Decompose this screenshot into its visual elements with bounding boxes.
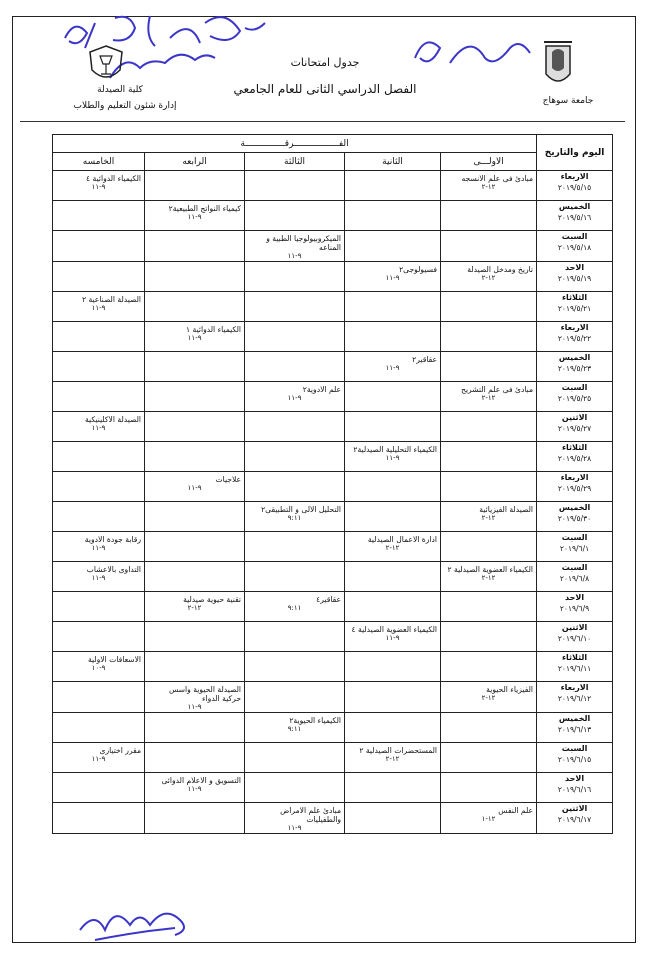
table-row [53, 773, 613, 803]
exam-cell [145, 262, 245, 292]
course-name: التسويق و الاعلام الدوائى [161, 776, 242, 785]
exam-time: ١٢-٢ [481, 514, 496, 522]
day-date-cell [537, 622, 613, 652]
table-row [53, 713, 613, 743]
day-name: الاثنين [561, 413, 588, 422]
table-row [53, 532, 613, 562]
day-date-cell [537, 592, 613, 622]
course-name: علم الادوية٢ [302, 385, 342, 394]
day-date-cell [537, 292, 613, 322]
table-row [53, 262, 613, 292]
exam-date: ٢٠١٩/٦/١٢ [557, 694, 592, 703]
course-name: مقرر اختيارى [99, 746, 142, 755]
exam-cell [53, 682, 145, 713]
exam-time: ٩-١١ [91, 304, 106, 312]
course-name: الصيدلة الاكلينيكية [84, 415, 142, 424]
exam-cell [245, 743, 345, 773]
exam-cell [441, 713, 537, 743]
faculty-name: كلية الصيدلة [97, 85, 143, 95]
course-name: الميكروبيولوجيا الطبية و المناعه [266, 234, 342, 252]
exam-cell [345, 171, 441, 201]
day-date-cell [537, 412, 613, 442]
exam-time: ٩-١١ [287, 252, 302, 260]
day-name: الاثنين [561, 804, 588, 813]
day-date-cell [537, 502, 613, 532]
exam-date: ٢٠١٩/٥/٢٢ [557, 334, 592, 343]
exam-date: ٢٠١٩/٦/١٥ [557, 755, 592, 764]
exam-cell [245, 532, 345, 562]
course-name: التحليل الالى و التطبيقى٢ [261, 505, 342, 514]
exam-cell [345, 231, 441, 262]
exam-cell [53, 472, 145, 502]
exam-cell [145, 322, 245, 352]
day-date-cell [537, 532, 613, 562]
exam-time: ١٢-٢ [481, 574, 496, 582]
table-row [53, 292, 613, 322]
day-date-cell [537, 262, 613, 292]
exam-cell [145, 171, 245, 201]
exam-date: ٢٠١٩/٥/١٥ [557, 183, 592, 192]
exam-time: ٩-١١ [187, 334, 202, 342]
exam-cell [145, 652, 245, 682]
day-name: السبت [561, 563, 588, 572]
course-name: ادارة الاعمال الصيدلية [367, 535, 438, 544]
exam-cell [245, 412, 345, 442]
exam-cell [53, 201, 145, 231]
day-date-cell [537, 201, 613, 231]
exam-cell [145, 773, 245, 803]
day-date-cell [537, 171, 613, 201]
exam-cell [345, 502, 441, 532]
faculty-logo-icon [88, 44, 124, 84]
day-name: الاربعاء [560, 683, 589, 692]
exam-cell [245, 773, 345, 803]
table-row [53, 592, 613, 622]
course-name: الاسعافات الاولية [87, 655, 142, 664]
day-name: الثلاثاء [561, 653, 588, 662]
exam-cell [245, 352, 345, 382]
day-date-cell [537, 382, 613, 412]
exam-cell [441, 442, 537, 472]
exam-cell [53, 502, 145, 532]
exam-cell [145, 592, 245, 622]
table-row [53, 743, 613, 773]
exam-cell [53, 412, 145, 442]
day-name: الخميس [558, 353, 591, 362]
day-name: الثلاثاء [561, 443, 588, 452]
table-row [53, 562, 613, 592]
semester-subtitle: الفصل الدراسي الثانى للعام الجامعي [233, 82, 417, 96]
exam-cell [441, 743, 537, 773]
course-name: الكيمياء التحليلية الصيدلية٢ [353, 445, 438, 454]
exam-cell [53, 773, 145, 803]
course-name: التداوى بالاعشاب [86, 565, 142, 574]
table-row [53, 231, 613, 262]
exam-date: ٢٠١٩/٦/٩ [559, 604, 590, 613]
exam-cell [345, 262, 441, 292]
exam-cell [441, 622, 537, 652]
exam-cell [441, 231, 537, 262]
exam-time: ٩-١١ [91, 424, 106, 432]
day-name: الخميس [558, 503, 591, 512]
course-name: عقاقير٤ [316, 595, 342, 604]
day-date-cell [537, 231, 613, 262]
exam-cell [441, 532, 537, 562]
level-header: الثانية [345, 153, 441, 171]
day-name: الاحد [565, 263, 585, 272]
exam-cell [145, 382, 245, 412]
day-date-cell [537, 322, 613, 352]
exam-cell [441, 803, 537, 834]
exam-time: ٩:١١ [287, 514, 302, 522]
exam-cell [345, 713, 441, 743]
exam-date: ٢٠١٩/٥/١٩ [557, 274, 592, 283]
day-name: السبت [561, 744, 588, 753]
exam-date: ٢٠١٩/٦/١١ [557, 664, 592, 673]
exam-date: ٢٠١٩/٥/٢٩ [557, 484, 592, 493]
exam-cell [345, 442, 441, 472]
table-row [53, 442, 613, 472]
exam-cell [245, 382, 345, 412]
exam-cell [345, 352, 441, 382]
course-name: الفيزياء الحيوية [486, 685, 534, 694]
day-name: السبت [561, 383, 588, 392]
exam-cell [245, 682, 345, 713]
exam-time: ١٢-٢ [481, 394, 496, 402]
exam-cell [245, 622, 345, 652]
exam-cell [345, 532, 441, 562]
handwritten-signature-top [410, 28, 540, 73]
exam-cell [145, 472, 245, 502]
table-row [53, 682, 613, 713]
course-name: كيمياء النواتج الطبيعية٢ [168, 204, 242, 213]
day-name: الخميس [558, 714, 591, 723]
day-name: الاحد [565, 593, 585, 602]
exam-cell [53, 532, 145, 562]
exam-cell [145, 743, 245, 773]
day-name: الاثنين [561, 623, 588, 632]
day-date-cell [537, 682, 613, 713]
day-name: الاربعاء [560, 473, 589, 482]
table-row [53, 201, 613, 231]
exam-cell [53, 713, 145, 743]
exam-time: ٩-١١ [91, 183, 106, 191]
exam-cell [245, 231, 345, 262]
exam-cell [53, 592, 145, 622]
exam-time: ١٢-٢ [385, 544, 400, 552]
exam-date: ٢٠١٩/٥/٢١ [557, 304, 592, 313]
day-date-cell [537, 442, 613, 472]
day-name: الثلاثاء [561, 293, 588, 302]
exam-cell [245, 201, 345, 231]
exam-cell [345, 592, 441, 622]
exam-cell [345, 803, 441, 834]
exam-cell [441, 502, 537, 532]
schedule-title: جدول امتحانات [290, 56, 360, 69]
exam-cell [345, 562, 441, 592]
exam-date: ٢٠١٩/٥/٣٠ [557, 514, 592, 523]
level-header: الاولـــى [441, 153, 537, 171]
exam-time: ٩-١١ [385, 364, 400, 372]
exam-date: ٢٠١٩/٥/٢٧ [557, 424, 592, 433]
day-column-header: اليوم والتاريخ [537, 135, 613, 171]
day-date-cell [537, 803, 613, 834]
exam-cell [53, 622, 145, 652]
exam-time: ١٢-١ [481, 815, 496, 823]
exam-date: ٢٠١٩/٦/١٣ [557, 725, 592, 734]
table-row [53, 652, 613, 682]
day-date-cell [537, 562, 613, 592]
exam-cell [145, 292, 245, 322]
exam-cell [145, 352, 245, 382]
exam-time: ١٢-٢ [187, 604, 202, 612]
exam-cell [441, 562, 537, 592]
exam-time: ٩-١١ [287, 824, 302, 832]
university-logo-icon [540, 40, 576, 92]
exam-time: ٩-١١ [187, 484, 202, 492]
course-name: تاريخ ومدخل الصيدلة [467, 265, 534, 274]
university-name: جامعة سوهاج [542, 96, 594, 106]
day-name: الاربعاء [560, 323, 589, 332]
exam-cell [441, 682, 537, 713]
exam-cell [53, 322, 145, 352]
exam-cell [53, 352, 145, 382]
exam-cell [441, 171, 537, 201]
exam-time: ٩-١١ [287, 394, 302, 402]
exam-time: ٩-١١ [385, 454, 400, 462]
exam-cell [145, 622, 245, 652]
exam-cell [53, 803, 145, 834]
exam-cell [441, 652, 537, 682]
exam-cell [345, 773, 441, 803]
exam-time: ١٢-٢ [481, 694, 496, 702]
exam-cell [53, 382, 145, 412]
exam-date: ٢٠١٩/٥/٢٥ [557, 394, 592, 403]
exam-time: ٩-١١ [187, 785, 202, 793]
exam-cell [345, 652, 441, 682]
exam-cell [53, 171, 145, 201]
exam-date: ٢٠١٩/٦/١٠ [557, 634, 592, 643]
exam-cell [345, 472, 441, 502]
course-name: مبادئ فى علم الانسجه [461, 174, 534, 183]
table-row [53, 472, 613, 502]
exam-time: ٩-١١ [385, 274, 400, 282]
exam-cell [345, 622, 441, 652]
day-date-cell [537, 713, 613, 743]
exam-cell [145, 502, 245, 532]
level-header: الثالثة [245, 153, 345, 171]
exam-cell [345, 382, 441, 412]
exam-time: ١٢-٢ [481, 183, 496, 191]
exam-cell [441, 292, 537, 322]
exam-cell [441, 472, 537, 502]
day-date-cell [537, 472, 613, 502]
exam-cell [245, 322, 345, 352]
exam-time: ٩-١١ [187, 703, 202, 711]
exam-cell [145, 713, 245, 743]
course-name: الكيمياء الحيوية٢ [289, 716, 342, 725]
exam-cell [53, 562, 145, 592]
day-date-cell [537, 352, 613, 382]
exam-time: ١٢-٢ [481, 274, 496, 282]
day-name: الخميس [558, 202, 591, 211]
day-name: السبت [561, 232, 588, 241]
exam-date: ٢٠١٩/٦/١٧ [557, 815, 592, 824]
course-name: الكيمياء العضوية الصيدلية ٢ [447, 565, 534, 574]
table-row [53, 412, 613, 442]
course-name: علم النفس [498, 806, 534, 815]
exam-cell [53, 743, 145, 773]
table-row [53, 382, 613, 412]
exam-time: ٩:١١ [287, 604, 302, 612]
day-date-cell [537, 743, 613, 773]
table-row [53, 622, 613, 652]
day-date-cell [537, 652, 613, 682]
exam-cell [53, 231, 145, 262]
course-name: الصيدلة الصناعية ٢ [81, 295, 142, 304]
course-name: رقابة جودة الادوية [84, 535, 142, 544]
level-header: الرابعه [145, 153, 245, 171]
exam-cell [245, 292, 345, 322]
handwritten-signature-bottom [75, 900, 195, 945]
exam-cell [53, 652, 145, 682]
exam-date: ٢٠١٩/٦/٨ [559, 574, 590, 583]
level-header: الخامسه [53, 153, 145, 171]
exam-time: ٩-١١ [385, 634, 400, 642]
exam-time: ٩-١١ [91, 755, 106, 763]
exam-date: ٢٠١٩/٦/١ [559, 544, 590, 553]
day-name: السبت [561, 533, 588, 542]
exam-date: ٢٠١٩/٥/١٨ [557, 243, 592, 252]
course-name: الصيدلة الحيوية واسس حركية الدواء [169, 685, 242, 703]
course-name: علاجيات [215, 475, 242, 484]
table-row [53, 171, 613, 201]
course-name: الكيمياء الدوائية ٤ [85, 174, 142, 183]
exam-cell [53, 262, 145, 292]
course-name: الصيدلة الفيزيائية [479, 505, 534, 514]
exam-cell [245, 472, 345, 502]
exam-cell [441, 322, 537, 352]
exam-time: ١٢-٢ [385, 755, 400, 763]
day-date-cell [537, 773, 613, 803]
exam-cell [245, 262, 345, 292]
exam-time: ٩:١١ [287, 725, 302, 733]
exam-cell [441, 592, 537, 622]
exam-cell [145, 682, 245, 713]
exam-cell [145, 201, 245, 231]
exam-time: ٩-١١ [187, 213, 202, 221]
exam-cell [245, 562, 345, 592]
exam-cell [345, 682, 441, 713]
exam-cell [145, 231, 245, 262]
exam-cell [441, 201, 537, 231]
exam-cell [345, 743, 441, 773]
course-name: فسيولوجى٢ [399, 265, 438, 274]
exam-cell [245, 171, 345, 201]
exam-cell [245, 442, 345, 472]
exam-date: ٢٠١٩/٦/١٦ [557, 785, 592, 794]
exam-time: ٩-١١ [91, 544, 106, 552]
table-row [53, 502, 613, 532]
exam-cell [53, 292, 145, 322]
exam-date: ٢٠١٩/٥/٢٨ [557, 454, 592, 463]
exam-schedule-table [52, 134, 612, 834]
course-name: تقنية حيوية صيدلية [183, 595, 242, 604]
exam-cell [245, 713, 345, 743]
course-name: مبادئ علم الامراض والطفيليات [280, 806, 342, 824]
day-name: الاحد [565, 774, 585, 783]
course-name: الكيمياء الدوائية ١ [185, 325, 242, 334]
exam-cell [145, 562, 245, 592]
exam-cell [345, 412, 441, 442]
exam-cell [345, 322, 441, 352]
course-name: مبادئ فى علم التشريح [461, 385, 534, 394]
group-header: الفـــــــــــــــــرقـــــــــــــــة [53, 135, 537, 153]
table-row [53, 322, 613, 352]
course-name: الكيمياء العضوية الصيدلية ٤ [351, 625, 438, 634]
exam-cell [53, 442, 145, 472]
course-name: المستحضرات الصيدلية ٢ [359, 746, 438, 755]
exam-time: ٩-١١ [91, 574, 106, 582]
table-row [53, 352, 613, 382]
exam-cell [441, 412, 537, 442]
exam-cell [245, 652, 345, 682]
table-row [53, 803, 613, 834]
exam-time: ٩-١٠ [91, 664, 106, 672]
exam-cell [245, 592, 345, 622]
exam-cell [145, 532, 245, 562]
header-divider [20, 121, 625, 122]
exam-cell [441, 773, 537, 803]
exam-cell [441, 382, 537, 412]
exam-cell [145, 412, 245, 442]
exam-cell [441, 352, 537, 382]
exam-cell [245, 803, 345, 834]
exam-cell [345, 292, 441, 322]
course-name: عقاقير٢ [412, 355, 438, 364]
exam-cell [145, 803, 245, 834]
exam-cell [145, 442, 245, 472]
department-name: إدارة شئون التعليم والطلاب [73, 101, 177, 111]
exam-cell [245, 502, 345, 532]
exam-date: ٢٠١٩/٥/٢٣ [557, 364, 592, 373]
day-name: الاربعاء [560, 172, 589, 181]
exam-cell [441, 262, 537, 292]
exam-date: ٢٠١٩/٥/١٦ [557, 213, 592, 222]
exam-cell [345, 201, 441, 231]
